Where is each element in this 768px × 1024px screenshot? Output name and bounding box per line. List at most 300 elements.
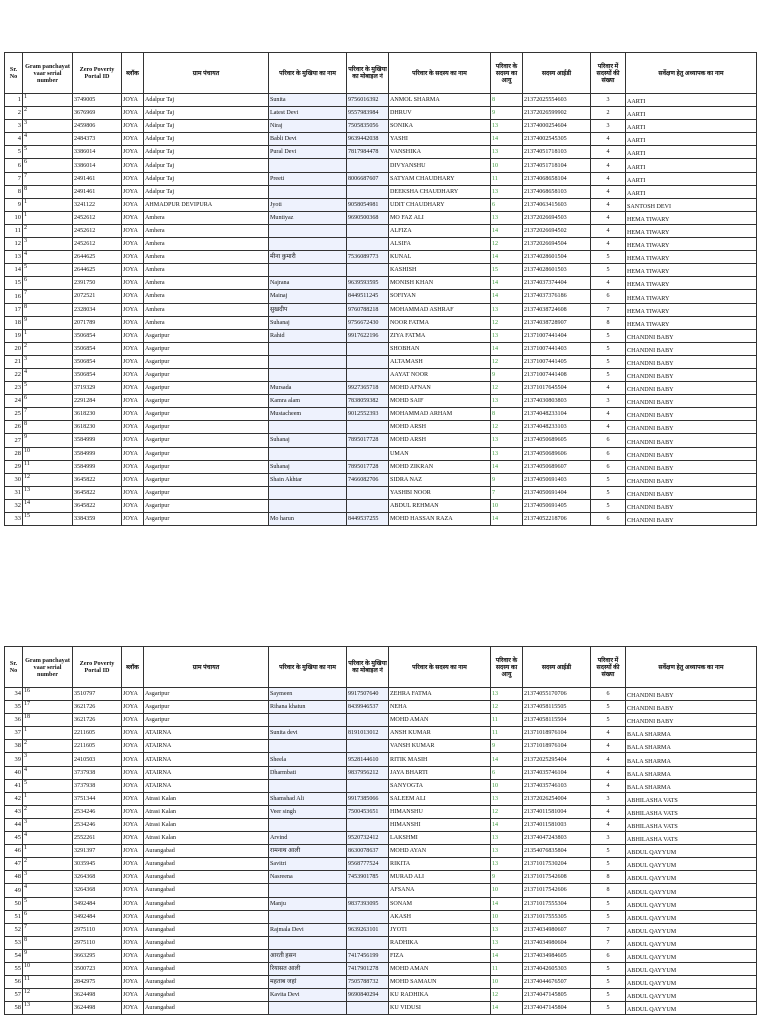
head-mobile-cell [347, 159, 389, 172]
family-size-cell: 4 [591, 185, 626, 198]
head-mobile-cell [347, 447, 389, 460]
serial-cell: 6 [23, 395, 73, 408]
head-mobile-cell: 9639263101 [347, 923, 389, 936]
member-age-cell: 12 [491, 355, 523, 368]
gram-panchayat-cell: Atrasi Kalan [144, 818, 269, 831]
member-age-cell: 12 [491, 316, 523, 329]
table-row [5, 486, 757, 499]
sr-no-cell: 49 [5, 884, 23, 897]
head-mobile-cell [347, 1002, 389, 1015]
column-header-gram-panchayat: ग्राम पंचायत [144, 53, 269, 94]
teacher-name-cell: ABDUL QAYYUM [626, 871, 757, 884]
portal-id-cell: 2842975 [73, 976, 122, 989]
block-cell: JOYA [122, 94, 144, 107]
block-cell: JOYA [122, 818, 144, 831]
column-header-head-mobile: परिवार के मुखिया का मोबाइल नं [347, 53, 389, 94]
portal-id-cell: 2552261 [73, 832, 122, 845]
portal-id-cell: 3291397 [73, 845, 122, 858]
portal-id-cell: 3510797 [73, 688, 122, 701]
head-name-cell [269, 447, 347, 460]
member-id-cell: 21374042605303 [523, 962, 591, 975]
survey-table-2 [4, 646, 757, 1015]
family-size-cell: 5 [591, 486, 626, 499]
column-header-teacher-name: सर्वेक्षण हेतु अध्यापक का नाम [626, 53, 757, 94]
table-row [5, 897, 757, 910]
head-name-cell: Rahid [269, 329, 347, 342]
portal-id-cell: 3624498 [73, 1002, 122, 1015]
family-size-cell: 5 [591, 858, 626, 871]
portal-id-cell: 2410503 [73, 753, 122, 766]
block-cell: JOYA [122, 290, 144, 303]
portal-id-cell: 3584999 [73, 460, 122, 473]
member-name-cell: MOHAMMAD ASHRAF [389, 303, 491, 316]
sr-no-cell: 21 [5, 355, 23, 368]
serial-cell: 6 [23, 159, 73, 172]
sr-no-cell: 43 [5, 805, 23, 818]
sr-no-cell: 35 [5, 701, 23, 714]
sr-no-cell: 24 [5, 395, 23, 408]
serial-cell: 3 [23, 120, 73, 133]
head-mobile-cell: 9528144610 [347, 753, 389, 766]
gram-panchayat-cell: Atrasi Kalan [144, 832, 269, 845]
family-size-cell: 7 [591, 303, 626, 316]
portal-id-cell: 3264368 [73, 884, 122, 897]
family-size-cell: 5 [591, 355, 626, 368]
portal-id-cell: 2211605 [73, 727, 122, 740]
gram-panchayat-cell: Amhera [144, 211, 269, 224]
serial-cell: 14 [23, 499, 73, 512]
block-cell: JOYA [122, 792, 144, 805]
head-mobile-cell: 7536089773 [347, 251, 389, 264]
portal-id-cell: 3737938 [73, 766, 122, 779]
member-age-cell: 13 [491, 211, 523, 224]
table-row [5, 962, 757, 975]
serial-cell: 6 [23, 277, 73, 290]
member-age-cell: 14 [491, 133, 523, 146]
gram-panchayat-cell: Asgaripur [144, 447, 269, 460]
head-mobile-cell: 7453901785 [347, 871, 389, 884]
teacher-name-cell: CHANDNI BABY [626, 395, 757, 408]
head-mobile-cell: 9639442038 [347, 133, 389, 146]
block-cell: JOYA [122, 949, 144, 962]
teacher-name-cell: CHANDNI BABY [626, 342, 757, 355]
member-age-cell: 9 [491, 473, 523, 486]
gram-panchayat-cell: Aurangabad [144, 845, 269, 858]
serial-cell: 15 [23, 513, 73, 526]
family-size-cell: 5 [591, 342, 626, 355]
serial-cell: 11 [23, 460, 73, 473]
member-id-cell: 21372026694504 [523, 238, 591, 251]
member-name-cell: HIMANSHI [389, 818, 491, 831]
member-name-cell: UDIT CHAUDHARY [389, 198, 491, 211]
portal-id-cell: 2071789 [73, 316, 122, 329]
family-size-cell: 4 [591, 277, 626, 290]
serial-cell: 4 [23, 884, 73, 897]
gram-panchayat-cell: Asgaripur [144, 460, 269, 473]
head-mobile-cell [347, 936, 389, 949]
head-name-cell: Pural Devi [269, 146, 347, 159]
member-id-cell: 21374011581003 [523, 818, 591, 831]
portal-id-cell: 3621726 [73, 714, 122, 727]
serial-cell: 3 [23, 871, 73, 884]
sr-no-cell: 16 [5, 290, 23, 303]
member-age-cell: 13 [491, 303, 523, 316]
table-row [5, 792, 757, 805]
teacher-name-cell: CHANDNI BABY [626, 421, 757, 434]
block-cell: JOYA [122, 395, 144, 408]
sr-no-cell: 51 [5, 910, 23, 923]
member-id-cell: 21374051718104 [523, 159, 591, 172]
block-cell: JOYA [122, 897, 144, 910]
member-id-cell: 21371007441403 [523, 342, 591, 355]
table-row [5, 740, 757, 753]
column-header-member-age: परिवार के सदस्य का आयु [491, 647, 523, 688]
gram-panchayat-cell: Amhera [144, 224, 269, 237]
portal-id-cell: 3749005 [73, 94, 122, 107]
sr-no-cell: 41 [5, 779, 23, 792]
member-age-cell: 14 [491, 513, 523, 526]
head-name-cell: Manju [269, 897, 347, 910]
family-size-cell: 8 [591, 316, 626, 329]
sr-no-cell: 17 [5, 303, 23, 316]
head-name-cell [269, 185, 347, 198]
family-size-cell: 5 [591, 976, 626, 989]
member-age-cell: 14 [491, 818, 523, 831]
gram-panchayat-cell: Asgaripur [144, 408, 269, 421]
member-age-cell: 13 [491, 688, 523, 701]
survey-table-1 [4, 52, 757, 526]
member-id-cell: 21374050689607 [523, 460, 591, 473]
gram-panchayat-cell: Amhera [144, 277, 269, 290]
block-cell: JOYA [122, 120, 144, 133]
member-name-cell: SIDRA NAZ [389, 473, 491, 486]
serial-cell: 2 [23, 740, 73, 753]
head-mobile-cell: 9756672430 [347, 316, 389, 329]
family-size-cell: 4 [591, 753, 626, 766]
teacher-name-cell: ABHILASHA VATS [626, 792, 757, 805]
block-cell: JOYA [122, 910, 144, 923]
teacher-name-cell: CHANDNI BABY [626, 499, 757, 512]
gram-panchayat-cell: Amhera [144, 303, 269, 316]
serial-cell: 9 [23, 949, 73, 962]
member-age-cell: 13 [491, 792, 523, 805]
member-age-cell: 6 [491, 198, 523, 211]
member-age-cell: 11 [491, 727, 523, 740]
member-age-cell: 10 [491, 159, 523, 172]
head-name-cell: Kamra alam [269, 395, 347, 408]
head-mobile-cell [347, 264, 389, 277]
portal-id-cell: 2534246 [73, 805, 122, 818]
member-age-cell: 14 [491, 342, 523, 355]
table-row [5, 727, 757, 740]
sr-no-cell: 19 [5, 329, 23, 342]
teacher-name-cell: ABHILASHA VATS [626, 805, 757, 818]
serial-cell: 2 [23, 342, 73, 355]
head-name-cell: Suhanaj [269, 460, 347, 473]
column-header-portal-id: Zero Poverty Portal ID [73, 53, 122, 94]
head-mobile-cell [347, 779, 389, 792]
table-row [5, 434, 757, 447]
head-mobile-cell [347, 818, 389, 831]
gram-panchayat-cell: Aurangabad [144, 1002, 269, 1015]
family-size-cell: 4 [591, 818, 626, 831]
member-id-cell: 21371017542606 [523, 884, 591, 897]
member-id-cell: 21371017645504 [523, 382, 591, 395]
table-row [5, 513, 757, 526]
member-id-cell: 21374050689605 [523, 434, 591, 447]
table-row [5, 714, 757, 727]
serial-cell: 17 [23, 701, 73, 714]
portal-id-cell: 3618230 [73, 408, 122, 421]
member-id-cell: 21374048233103 [523, 421, 591, 434]
member-id-cell: 21371018976104 [523, 740, 591, 753]
gram-panchayat-cell: Aurangabad [144, 910, 269, 923]
sr-no-cell: 15 [5, 277, 23, 290]
serial-cell: 4 [23, 832, 73, 845]
gram-panchayat-cell: ATAIRNA [144, 740, 269, 753]
head-name-cell: Sunita devi [269, 727, 347, 740]
member-age-cell: 13 [491, 185, 523, 198]
head-name-cell [269, 936, 347, 949]
gram-panchayat-cell: Aurangabad [144, 871, 269, 884]
head-mobile-cell: 9917507640 [347, 688, 389, 701]
gram-panchayat-cell: Aurangabad [144, 884, 269, 897]
serial-cell: 12 [23, 989, 73, 1002]
table-row [5, 329, 757, 342]
head-name-cell: आरती हसन [269, 949, 347, 962]
teacher-name-cell: HEMA TIWARY [626, 238, 757, 251]
teacher-name-cell: CHANDNI BABY [626, 688, 757, 701]
sr-no-cell: 50 [5, 897, 23, 910]
member-name-cell: RITIK MASIH [389, 753, 491, 766]
column-header-family-size: परिवार में सदस्यों की संख्या [591, 53, 626, 94]
family-size-cell: 5 [591, 714, 626, 727]
member-name-cell: ZIYA FATMA [389, 329, 491, 342]
portal-id-cell: 3386014 [73, 146, 122, 159]
member-age-cell: 8 [491, 94, 523, 107]
portal-id-cell: 2975110 [73, 923, 122, 936]
head-mobile-cell [347, 355, 389, 368]
portal-id-cell: 3645822 [73, 499, 122, 512]
head-name-cell: Jyoti [269, 198, 347, 211]
sr-no-cell: 55 [5, 962, 23, 975]
portal-id-cell: 2072521 [73, 290, 122, 303]
member-name-cell: VANSH KUMAR [389, 740, 491, 753]
table-page-2 [4, 646, 756, 1015]
head-mobile-cell: 9690840294 [347, 989, 389, 1002]
member-age-cell: 13 [491, 120, 523, 133]
family-size-cell: 5 [591, 845, 626, 858]
member-age-cell: 13 [491, 923, 523, 936]
column-header-block: ब्लॉक [122, 53, 144, 94]
member-id-cell: 21374050691403 [523, 473, 591, 486]
block-cell: JOYA [122, 688, 144, 701]
member-age-cell: 8 [491, 408, 523, 421]
head-name-cell: Shain Akhtar [269, 473, 347, 486]
family-size-cell: 6 [591, 949, 626, 962]
sr-no-cell: 1 [5, 94, 23, 107]
head-name-cell: Dharmbati [269, 766, 347, 779]
table-row [5, 251, 757, 264]
member-name-cell: MOHD AYAN [389, 845, 491, 858]
block-cell: JOYA [122, 421, 144, 434]
head-mobile-cell: 9568777524 [347, 858, 389, 871]
family-size-cell: 5 [591, 264, 626, 277]
member-name-cell: NEHA [389, 701, 491, 714]
family-size-cell: 3 [591, 792, 626, 805]
column-header-member-name: परिवार के सदस्य का नाम [389, 647, 491, 688]
teacher-name-cell: ABDUL QAYYUM [626, 1002, 757, 1015]
gram-panchayat-cell: Asgaripur [144, 395, 269, 408]
member-id-cell: 21374002545305 [523, 133, 591, 146]
table-row [5, 779, 757, 792]
table-row [5, 989, 757, 1002]
serial-cell: 5 [23, 382, 73, 395]
member-age-cell: 9 [491, 368, 523, 381]
serial-cell: 8 [23, 185, 73, 198]
block-cell: JOYA [122, 923, 144, 936]
block-cell: JOYA [122, 976, 144, 989]
member-name-cell: JAYA BHARTI [389, 766, 491, 779]
block-cell: JOYA [122, 277, 144, 290]
gram-panchayat-cell: Asgaripur [144, 486, 269, 499]
teacher-name-cell: AARTI [626, 172, 757, 185]
gram-panchayat-cell: Aurangabad [144, 936, 269, 949]
family-size-cell: 3 [591, 832, 626, 845]
serial-cell: 9 [23, 434, 73, 447]
table-row [5, 766, 757, 779]
member-name-cell: YASHBI NOOR [389, 486, 491, 499]
head-mobile-cell [347, 342, 389, 355]
member-id-cell: 21374050691405 [523, 499, 591, 512]
portal-id-cell: 2491461 [73, 172, 122, 185]
table-header-row [5, 53, 757, 94]
gram-panchayat-cell: Asgaripur [144, 421, 269, 434]
head-mobile-cell: 7417901278 [347, 962, 389, 975]
sr-no-cell: 33 [5, 513, 23, 526]
gram-panchayat-cell: ATAIRNA [144, 766, 269, 779]
column-header-block: ब्लॉक [122, 647, 144, 688]
family-size-cell: 4 [591, 727, 626, 740]
head-mobile-cell: 8006687607 [347, 172, 389, 185]
family-size-cell: 4 [591, 382, 626, 395]
sr-no-cell: 34 [5, 688, 23, 701]
block-cell: JOYA [122, 858, 144, 871]
member-id-cell: 21374034980607 [523, 923, 591, 936]
head-name-cell [269, 818, 347, 831]
teacher-name-cell: ABHILASHA VATS [626, 832, 757, 845]
teacher-name-cell: CHANDNI BABY [626, 460, 757, 473]
column-header-member-id: सदस्य आईडी [523, 53, 591, 94]
head-mobile-cell [347, 368, 389, 381]
teacher-name-cell: ABDUL QAYYUM [626, 897, 757, 910]
block-cell: JOYA [122, 355, 144, 368]
gram-panchayat-cell: Asgaripur [144, 355, 269, 368]
member-age-cell: 10 [491, 499, 523, 512]
column-header-gram-panchayat: ग्राम पंचायत [144, 647, 269, 688]
teacher-name-cell: ABHILASHA VATS [626, 818, 757, 831]
table-row [5, 238, 757, 251]
head-mobile-cell: 9917622196 [347, 329, 389, 342]
gram-panchayat-cell: Aurangabad [144, 989, 269, 1002]
member-name-cell: ALFIZA [389, 224, 491, 237]
gram-panchayat-cell: Asgaripur [144, 329, 269, 342]
portal-id-cell: 3719329 [73, 382, 122, 395]
teacher-name-cell: BALA SHARMA [626, 779, 757, 792]
table-row [5, 421, 757, 434]
family-size-cell: 7 [591, 936, 626, 949]
table-row [5, 316, 757, 329]
serial-cell: 7 [23, 290, 73, 303]
serial-cell: 5 [23, 146, 73, 159]
member-id-cell: 21354076835804 [523, 845, 591, 858]
sr-no-cell: 29 [5, 460, 23, 473]
member-age-cell: 13 [491, 447, 523, 460]
head-mobile-cell [347, 421, 389, 434]
member-name-cell: MOHD AFNAN [389, 382, 491, 395]
head-mobile-cell: 7417456199 [347, 949, 389, 962]
sr-no-cell: 44 [5, 818, 23, 831]
member-age-cell: 14 [491, 290, 523, 303]
gram-panchayat-cell: Aurangabad [144, 962, 269, 975]
block-cell: JOYA [122, 460, 144, 473]
gram-panchayat-cell: Amhera [144, 238, 269, 251]
serial-cell: 4 [23, 133, 73, 146]
teacher-name-cell: HEMA TIWARY [626, 264, 757, 277]
member-id-cell: 21374047145805 [523, 989, 591, 1002]
member-age-cell: 12 [491, 989, 523, 1002]
head-mobile-cell [347, 238, 389, 251]
head-mobile-cell: 8439946537 [347, 701, 389, 714]
column-header-member-age: परिवार के सदस्य का आयु [491, 53, 523, 94]
portal-id-cell: 3676969 [73, 107, 122, 120]
gram-panchayat-cell: Adalpur Taj [144, 107, 269, 120]
sr-no-cell: 25 [5, 408, 23, 421]
block-cell: JOYA [122, 211, 144, 224]
sr-no-cell: 13 [5, 251, 23, 264]
teacher-name-cell: CHANDNI BABY [626, 329, 757, 342]
gram-panchayat-cell: Adalpur Taj [144, 120, 269, 133]
table-row [5, 923, 757, 936]
gram-panchayat-cell: Asgaripur [144, 473, 269, 486]
head-mobile-cell [347, 884, 389, 897]
block-cell: JOYA [122, 805, 144, 818]
family-size-cell: 4 [591, 238, 626, 251]
member-id-cell: 21374034980604 [523, 936, 591, 949]
head-name-cell [269, 1002, 347, 1015]
member-age-cell: 14 [491, 1002, 523, 1015]
teacher-name-cell: CHANDNI BABY [626, 473, 757, 486]
teacher-name-cell: AARTI [626, 107, 757, 120]
serial-cell: 10 [23, 447, 73, 460]
teacher-name-cell: CHANDNI BABY [626, 513, 757, 526]
table-row [5, 395, 757, 408]
family-size-cell: 3 [591, 395, 626, 408]
member-id-cell: 21374034984605 [523, 949, 591, 962]
serial-cell: 5 [23, 264, 73, 277]
member-id-cell: 21374035746103 [523, 779, 591, 792]
teacher-name-cell: CHANDNI BABY [626, 408, 757, 421]
gram-panchayat-cell: Adalpur Taj [144, 133, 269, 146]
member-age-cell: 13 [491, 434, 523, 447]
member-age-cell: 12 [491, 421, 523, 434]
serial-cell: 13 [23, 1002, 73, 1015]
head-mobile-cell: 9917385066 [347, 792, 389, 805]
table-row [5, 277, 757, 290]
head-mobile-cell: 9837393095 [347, 897, 389, 910]
teacher-name-cell: HEMA TIWARY [626, 211, 757, 224]
family-size-cell: 6 [591, 688, 626, 701]
